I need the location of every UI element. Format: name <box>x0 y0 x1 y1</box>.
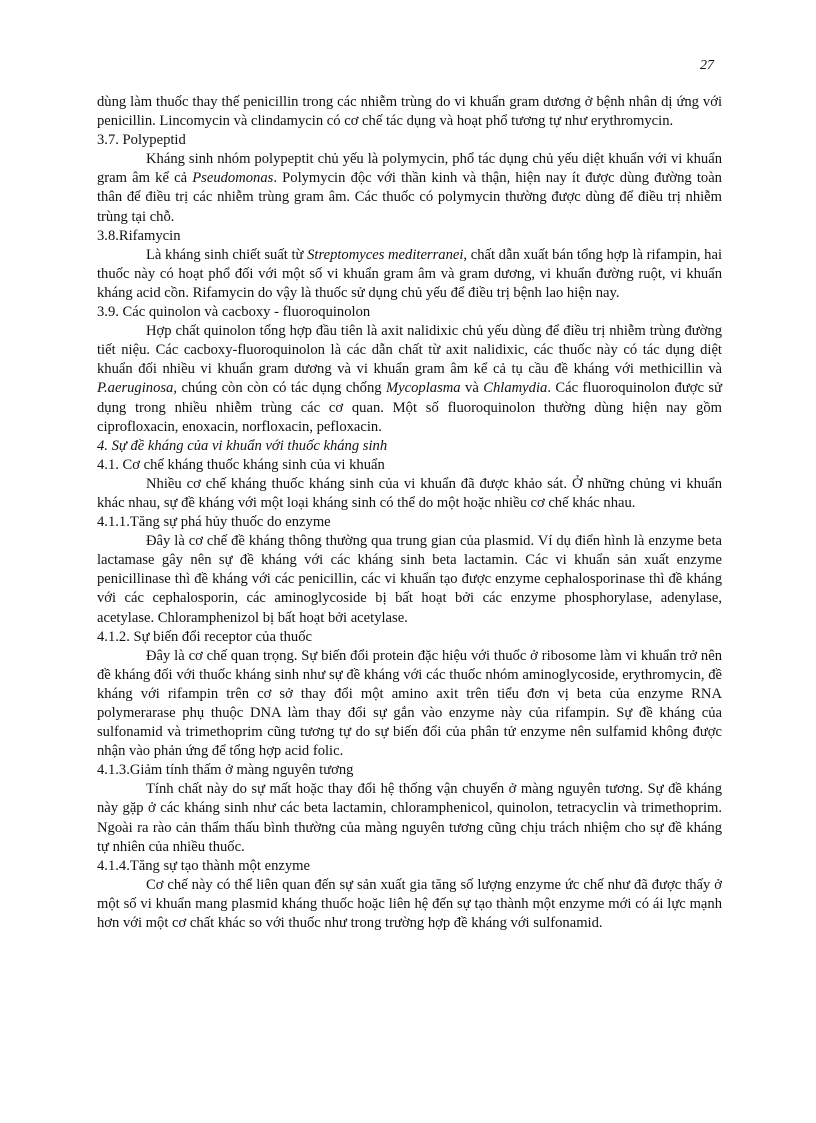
paragraph-4-1-1: Đây là cơ chế đề kháng thông thường qua trung gian của plasmid. Ví dụ điển hình là enzyme beta lactamase gây nên sự đề kháng với các kháng sinh beta lactamin. Các vi khuẩn sản xuất enzyme penicillinase thì đề kháng với các penicillin, các vi khuẩn tạo được enzyme cephalosporinase thì đề kháng với các cephalosporin, các aminoglycoside bị bất hoạt bởi các enzyme phosphorylase, adenylase, acetylase. Chloramphenizol bị bất hoạt bởi acetylase. <box>97 533 722 626</box>
heading-4-1: 4.1. Cơ chế kháng thuốc kháng sinh của vi khuẩn <box>97 456 385 473</box>
paragraph-4-1-2: Đây là cơ chế quan trọng. Sự biến đổi protein đặc hiệu với thuốc ở ribosome làm vi khuẩn trở nên đề kháng đối với thuốc kháng sinh như sự đề kháng với các thuốc nhóm aminoglycoside, erythromycin, đề kháng với rifampin trên cơ sở thay đổi một amino axit trên tiểu đơn vị beta của enzyme RNA polymerarase phụ thuộc DNA làm thay đổi sự gắn vào enzyme này của rifampin. Sự đề kháng của sulfonamid và trimethoprim cũng tương tự do sự biến đổi của phân tử enzyme nên sulfamid không được nhận vào phản ứng để tổng hợp acid folic. <box>97 647 722 760</box>
heading-4: 4. Sự đề kháng của vi khuẩn với thuốc kháng sinh <box>97 437 388 454</box>
heading-3-8: 3.8.Rifamycin <box>97 227 181 244</box>
heading-4-1-2: 4.1.2. Sự biến đổi receptor của thuốc <box>97 628 313 645</box>
paragraph-4-1: Nhiều cơ chế kháng thuốc kháng sinh của vi khuẩn đã được khảo sát. Ở những chủng vi khuẩn khác nhau, sự đề kháng với một loại kháng sinh có thể do một hoặc nhiều cơ chế khác nhau. <box>97 475 722 511</box>
heading-4-1-1: 4.1.1.Tăng sự phá hủy thuốc do enzyme <box>97 514 331 531</box>
heading-4-1-3: 4.1.3.Giảm tính thấm ở màng nguyên tương <box>97 762 354 779</box>
paragraph-4-1-4: Cơ chế này có thể liên quan đến sự sản xuất gia tăng số lượng enzyme ức chế như đã được thấy ở một số vi khuẩn mang plasmid kháng thuốc hoặc liên hệ đến sự tạo thành một enzyme mới có ái lực mạnh hơn với một cơ chất khác so với thuốc như trong trường hợp đề kháng với sulfonamid. <box>97 876 722 932</box>
paragraph-3-8: Là kháng sinh chiết suất từ Streptomyces mediterranei, chất dẫn xuất bán tổng hợp là rifampin, hai thuốc này có hoạt phổ đối với một số vi khuẩn gram âm và gram dương, vi khuẩn đường ruột, vi khuẩn kháng acid cồn. Rifamycin do vậy là thuốc sử dụng chủ yếu để điều trị bệnh lao hiện nay. <box>97 246 722 301</box>
page-content <box>97 93 722 933</box>
paragraph-3-7: Kháng sinh nhóm polypeptit chủ yếu là polymycin, phổ tác dụng chủ yếu diệt khuẩn với vi khuẩn gram âm kể cả Pseudomonas. Polymycin độc với thần kinh và thận, hiện nay ít được dùng đường toàn thân để điều trị các nhiễm trùng gram âm. Các thuốc có polymycin thường được dùng để điều trị nhiễm trùng tại chỗ. <box>97 151 722 225</box>
heading-3-9: 3.9. Các quinolon và cacboxy - fluoroquinolon <box>97 304 371 321</box>
paragraph-continuation: dùng làm thuốc thay thế penicillin trong các nhiễm trùng do vi khuẩn gram dương ở bệnh nhân dị ứng với penicillin. Lincomycin và clindamycin có cơ chế tác dụng và hoạt phổ tương tự như erythromycin. <box>97 94 722 130</box>
paragraph-4-1-3: Tính chất này do sự mất hoặc thay đổi hệ thống vận chuyển ở màng nguyên tương. Sự đề kháng này gặp ở các kháng sinh như các beta lactamin, chloramphenicol, quinolon, tetracyclin và trimethoprim. Ngoài ra rào cản thẩm thấu bình thường của màng nguyên tương cũng chịu trách nhiệm cho sự đề kháng tự nhiên của nhiều thuốc. <box>97 781 722 855</box>
heading-3-7: 3.7. Polypeptid <box>97 132 186 149</box>
page-number: 27 <box>700 58 714 73</box>
paragraph-3-9: Hợp chất quinolon tổng hợp đầu tiên là axit nalidixic chủ yếu dùng để điều trị nhiễm trùng đường tiết niệu. Các cacboxy-fluoroquinolon là các dẫn chất từ axit nalidixic, các thuốc này có tác dụng diệt khuẩn đối nhiều vi khuẩn gram dương và vi khuẩn gram âm kể cả tụ cầu đề kháng với methicillin và P.aeruginosa, chúng còn còn có tác dụng chống Mycoplasma và Chlamydia. Các fluoroquinolon được sử dụng trong nhiều nhiễm trùng các cơ quan. Một số fluoroquinolon thường dùng hiện nay gồm ciprofloxacin, enoxacin, norfloxacin, pefloxacin. <box>97 323 722 435</box>
heading-4-1-4: 4.1.4.Tăng sự tạo thành một enzyme <box>97 857 310 874</box>
